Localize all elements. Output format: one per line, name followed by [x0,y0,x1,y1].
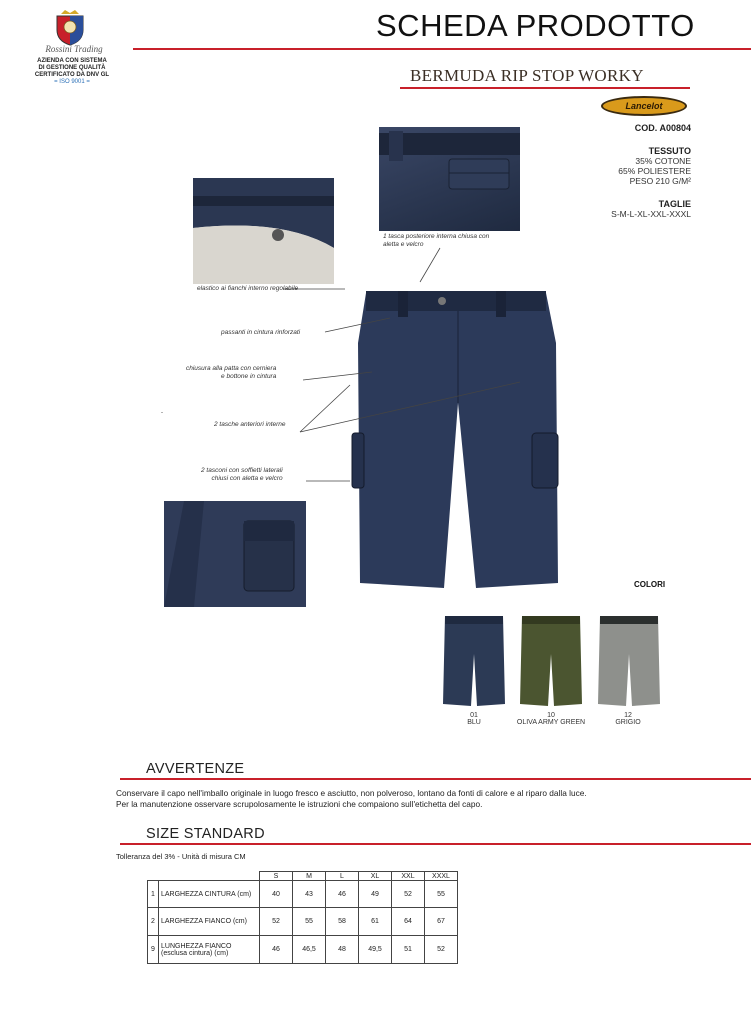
color-label-blu: 01 BLU [467,712,481,726]
size-col-m: M [293,872,326,881]
warnings-title: AVVERTENZE [146,761,245,777]
size-standard-title: SIZE STANDARD [146,826,265,842]
table-row: 2 LARGHEZZA FIANCO (cm) 52 55 58 61 64 67 [148,908,458,936]
page-title: SCHEDA PRODOTTO [376,8,695,43]
size-col-l: L [326,872,359,881]
callout-elastic: elastico ai fianchi interno regolabile [197,285,299,292]
callout-back-pocket: 1 tasca posteriore interna chiusa con aletta e velcro [383,233,490,248]
size-col-xxl: XXL [392,872,425,881]
warnings-text: Conservare il capo nell'imballo originale in luogo fresco e asciutto, non polveroso, lontano da fonti di calore e al riparo dalla luce. Per la manutenzione osservare scrupolosamente le istruzioni che compaiono sull'etichetta del capo. [116,788,587,809]
size-col-s: S [260,872,293,881]
color-label-grigio: 12 GRIGIO [615,712,641,726]
callout-loops: passanti in cintura rinforzati [221,329,301,336]
certification-text: AZIENDA CON SISTEMA DI GESTIONE QUALITÀ CERTIFICATO DA DNV GL = ISO 9001 = [34,58,110,85]
color-swatch-oliva [518,614,584,710]
product-name: BERMUDA RIP STOP WORKY [410,66,644,85]
warnings-divider [120,778,751,780]
colors-title: COLORI [634,580,666,589]
size-standard-divider [120,843,751,845]
size-table [147,871,458,964]
size-col-xl: XL [359,872,392,881]
product-code: COD. A00804 [634,123,691,133]
color-label-oliva: 10 OLIVA ARMY GREEN [516,712,586,726]
color-swatch-blu [441,614,507,710]
callout-zip: chiusura alla patta con cerniera e bottone in cintura [186,365,277,380]
callout-front-pockets: 2 tasche anteriori interne [214,421,286,428]
size-table-header-row [148,872,458,881]
brand-logo: Lancelot [601,96,687,116]
size-col-xxxl: XXXL [425,872,458,881]
sizes-specs: TAGLIE S-M-L-XL-XXL-XXXL [611,199,691,219]
table-row: 9 LUNGHEZZA FIANCO (esclusa cintura) (cm) 46 46,5 48 49,5 51 52 [148,936,458,964]
callout-cargo: 2 tasconi con soffietti laterali chiusi con aletta e velcro [201,467,283,482]
table-row: 1 LARGHEZZA CINTURA (cm) 40 43 46 49 52 55 [148,881,458,908]
company-script-name: Rossini Trading [45,44,103,54]
fabric-specs: TESSUTO 35% COTONE 65% POLIESTERE PESO 210 G/M² [618,146,691,186]
size-standard-note: Tolleranza del 3% - Unità di misura CM [116,852,246,861]
color-swatch-grigio [596,614,662,710]
